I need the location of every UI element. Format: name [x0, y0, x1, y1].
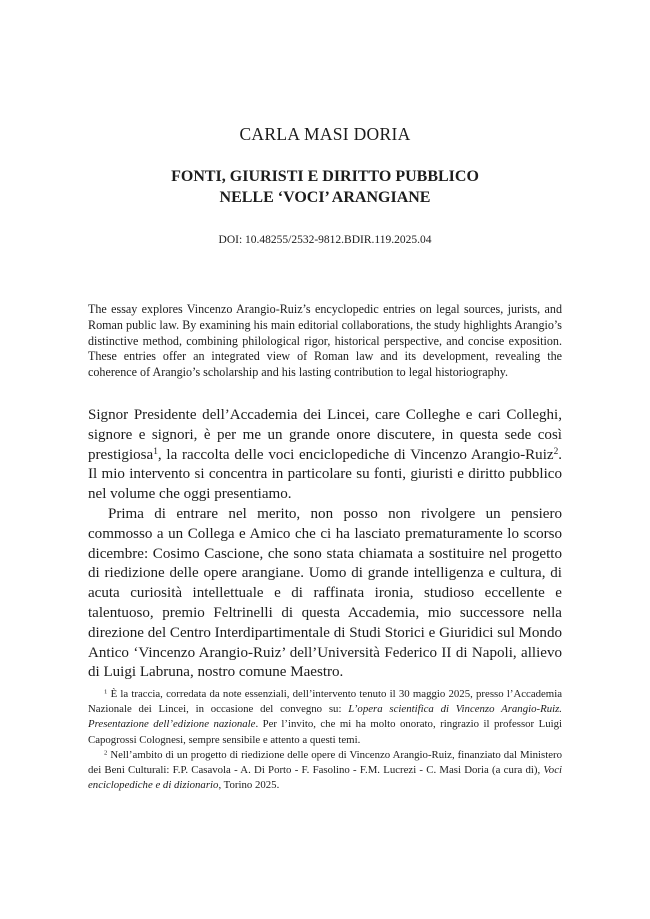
- title-line-1: FONTI, GIURISTI E DIRITTO PUBBLICO: [171, 168, 479, 185]
- footnote-2-italic: Voci enciclopediche e di dizionario: [88, 764, 562, 792]
- footnote-1-italic: L’opera scientifica di Vincenzo Arangio-Ruiz. Presentazione dell’edizione nazionale: [88, 703, 562, 731]
- body-text: [88, 406, 562, 683]
- author-name: CARLA MASI DORIA: [239, 124, 411, 144]
- footnote-ref-1: 1: [153, 446, 158, 457]
- footnote-2: [88, 748, 562, 794]
- title-line-2: NELLE ‘VOCI’ ARANGIANE: [219, 189, 431, 206]
- doi: DOI: 10.48255/2532-9812.BDIR.119.2025.04: [218, 234, 432, 246]
- paper-title: [0, 166, 650, 208]
- footnote-2-number: 2: [104, 749, 108, 757]
- paragraph-1-part-b: , la raccolta delle voci enciclopediche di Vincenzo Arangio-Ruiz: [157, 446, 554, 463]
- footnote-1: [88, 687, 562, 748]
- paragraph-1-part-a: Signor Presidente dell’Accademia dei Lincei, care Colleghe e cari Colleghi, signore e signori, è per me un grande onore discutere, in questa sede così prestigiosa: [88, 407, 562, 463]
- footnote-1-number: 1: [104, 688, 108, 696]
- footnotes: [88, 687, 562, 793]
- paragraph-1: [88, 406, 562, 505]
- abstract: The essay explores Vincenzo Arangio-Ruiz’s encyclopedic entries on legal sources, jurists, and Roman public law. By examining his main editorial collaborations, the study highlights Arangio’s distinctive method, combining philological rigor, historical perspective, and concise exposition. These entries offer an integrated view of Roman law and its development, revealing the coherence of Arangio’s scholarship and his lasting contribution to legal historiography.: [88, 302, 562, 380]
- footnote-2-text-b: , Torino 2025.: [218, 779, 280, 792]
- footnote-2-text-a: Nell’ambito di un progetto di riedizione delle opere di Vincenzo Arangio-Ruiz, finanziato dal Ministero dei Beni Culturali: F.P. Casavola - A. Di Porto - F. Fasolino - F.M. Lucrezi - C. Masi Doria (a cura di),: [88, 748, 562, 777]
- paragraph-1-part-c: . Il mio intervento si concentra in particolare su fonti, giuristi e diritto pubblico nel volume che oggi presentiamo.: [88, 446, 562, 503]
- paragraph-2: Prima di entrare nel merito, non posso non rivolgere un pensiero commosso a un Collega e Amico che ci ha lasciato prematuramente lo scorso dicembre: Cosimo Cascione, che sono stata chiamata a sostituire nel progetto di riedizione delle opere arangiane. Uomo di grande intelligenza e cultura, di acuta curiosità intellettuale e di raffinata ironia, studioso eccellente e talentuoso, premio Feltrinelli di questa Accademia, mio successore nella direzione del Centro Interdipartimentale di Studi Storici e Giuridici sul Mondo Antico ‘Vincenzo Arangio-Ruiz’ dell’Università Federico II di Napoli, allievo di Luigi Labruna, nostro comune Maestro.: [88, 505, 562, 681]
- footnote-1-text-b: . Per l’invito, che mi ha molto onorato, ringrazio il professor Luigi Capogrossi Colognesi, sempre sensibile e attento a questi temi.: [88, 718, 562, 746]
- footnote-ref-2: 2: [553, 446, 559, 457]
- footnote-1-text-a: È la traccia, corredata da note essenziali, dell’intervento tenuto il 30 maggio 2025, presso l’Accademia Nazionale dei Lincei, in occasione del convegno su:: [88, 688, 562, 716]
